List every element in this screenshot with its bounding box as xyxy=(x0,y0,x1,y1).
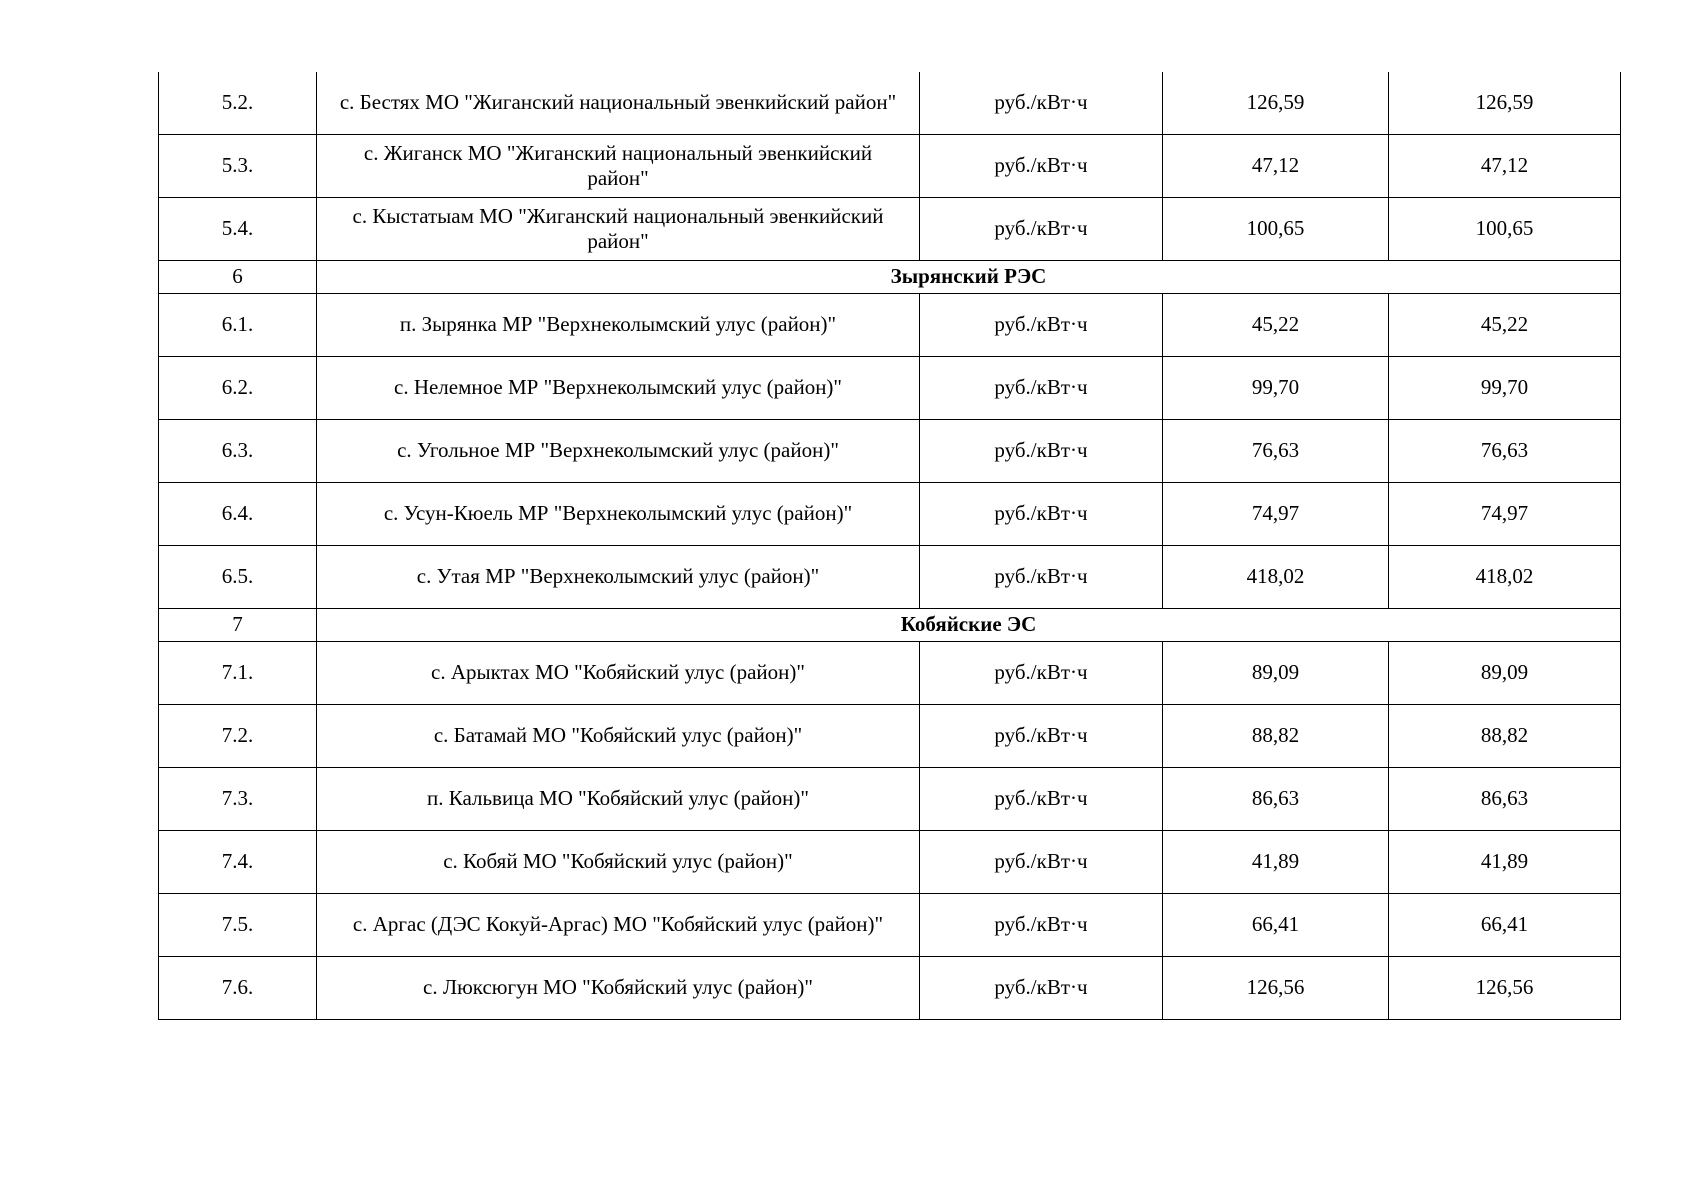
tariff-value-1: 74,97 xyxy=(1163,483,1389,546)
settlement-name: с. Аргас (ДЭС Кокуй-Аргас) МО "Кобяйский улус (район)" xyxy=(317,894,920,957)
tariff-value-2: 99,70 xyxy=(1389,357,1621,420)
settlement-name: с. Кобяй МО "Кобяйский улус (район)" xyxy=(317,831,920,894)
row-number: 7.2. xyxy=(159,705,317,768)
unit-cell: руб./кВт·ч xyxy=(920,420,1163,483)
table-row xyxy=(159,705,1621,768)
row-number: 7.1. xyxy=(159,642,317,705)
tariff-value-1: 100,65 xyxy=(1163,198,1389,261)
unit-cell: руб./кВт·ч xyxy=(920,894,1163,957)
tariff-value-1: 88,82 xyxy=(1163,705,1389,768)
tariff-value-2: 76,63 xyxy=(1389,420,1621,483)
section-title: Зырянский РЭС xyxy=(317,261,1621,294)
settlement-name: с. Усун-Кюель МР "Верхнеколымский улус (район)" xyxy=(317,483,920,546)
tariff-value-1: 126,59 xyxy=(1163,72,1389,135)
unit-cell: руб./кВт·ч xyxy=(920,483,1163,546)
table-row xyxy=(159,831,1621,894)
tariff-value-2: 41,89 xyxy=(1389,831,1621,894)
tariff-value-2: 88,82 xyxy=(1389,705,1621,768)
row-number: 7.4. xyxy=(159,831,317,894)
settlement-name: с. Кыстатыам МО "Жиганский национальный эвенкийский район" xyxy=(317,198,920,261)
section-row xyxy=(159,609,1621,642)
unit-cell: руб./кВт·ч xyxy=(920,294,1163,357)
row-number: 7.3. xyxy=(159,768,317,831)
tariff-value-1: 89,09 xyxy=(1163,642,1389,705)
tariff-value-1: 66,41 xyxy=(1163,894,1389,957)
tariff-value-1: 86,63 xyxy=(1163,768,1389,831)
table-row xyxy=(159,357,1621,420)
row-number: 6.4. xyxy=(159,483,317,546)
table-row xyxy=(159,546,1621,609)
row-number: 5.2. xyxy=(159,72,317,135)
tariff-value-2: 47,12 xyxy=(1389,135,1621,198)
tariff-value-2: 418,02 xyxy=(1389,546,1621,609)
section-title: Кобяйские ЭС xyxy=(317,609,1621,642)
tariff-value-1: 45,22 xyxy=(1163,294,1389,357)
table-row xyxy=(159,420,1621,483)
row-number: 5.3. xyxy=(159,135,317,198)
unit-cell: руб./кВт·ч xyxy=(920,642,1163,705)
unit-cell: руб./кВт·ч xyxy=(920,357,1163,420)
section-row xyxy=(159,261,1621,294)
settlement-name: с. Нелемное МР "Верхнеколымский улус (район)" xyxy=(317,357,920,420)
row-number: 7.6. xyxy=(159,957,317,1020)
tariff-value-2: 89,09 xyxy=(1389,642,1621,705)
tariff-table xyxy=(158,72,1621,1020)
tariff-value-2: 126,59 xyxy=(1389,72,1621,135)
settlement-name: с. Люксюгун МО "Кобяйский улус (район)" xyxy=(317,957,920,1020)
tariff-table-body xyxy=(159,72,1621,1020)
tariff-value-2: 66,41 xyxy=(1389,894,1621,957)
unit-cell: руб./кВт·ч xyxy=(920,831,1163,894)
settlement-name: с. Утая МР "Верхнеколымский улус (район)" xyxy=(317,546,920,609)
row-number: 6.5. xyxy=(159,546,317,609)
tariff-value-1: 418,02 xyxy=(1163,546,1389,609)
table-row xyxy=(159,294,1621,357)
table-row xyxy=(159,72,1621,135)
section-number: 6 xyxy=(159,261,317,294)
row-number: 6.3. xyxy=(159,420,317,483)
settlement-name: с. Арыктах МО "Кобяйский улус (район)" xyxy=(317,642,920,705)
tariff-value-2: 74,97 xyxy=(1389,483,1621,546)
settlement-name: п. Кальвица МО "Кобяйский улус (район)" xyxy=(317,768,920,831)
settlement-name: с. Батамай МО "Кобяйский улус (район)" xyxy=(317,705,920,768)
row-number: 7.5. xyxy=(159,894,317,957)
section-number: 7 xyxy=(159,609,317,642)
row-number: 5.4. xyxy=(159,198,317,261)
tariff-value-2: 126,56 xyxy=(1389,957,1621,1020)
tariff-value-1: 47,12 xyxy=(1163,135,1389,198)
tariff-value-2: 45,22 xyxy=(1389,294,1621,357)
tariff-value-1: 76,63 xyxy=(1163,420,1389,483)
settlement-name: п. Зырянка МР "Верхнеколымский улус (район)" xyxy=(317,294,920,357)
tariff-value-1: 126,56 xyxy=(1163,957,1389,1020)
table-row xyxy=(159,198,1621,261)
unit-cell: руб./кВт·ч xyxy=(920,72,1163,135)
tariff-value-2: 86,63 xyxy=(1389,768,1621,831)
row-number: 6.1. xyxy=(159,294,317,357)
table-row xyxy=(159,135,1621,198)
settlement-name: с. Жиганск МО "Жиганский национальный эвенкийский район" xyxy=(317,135,920,198)
unit-cell: руб./кВт·ч xyxy=(920,705,1163,768)
unit-cell: руб./кВт·ч xyxy=(920,546,1163,609)
unit-cell: руб./кВт·ч xyxy=(920,768,1163,831)
unit-cell: руб./кВт·ч xyxy=(920,957,1163,1020)
tariff-value-1: 99,70 xyxy=(1163,357,1389,420)
settlement-name: с. Бестях МО "Жиганский национальный эвенкийский район" xyxy=(317,72,920,135)
table-row xyxy=(159,642,1621,705)
table-row xyxy=(159,768,1621,831)
settlement-name: с. Угольное МР "Верхнеколымский улус (район)" xyxy=(317,420,920,483)
tariff-value-2: 100,65 xyxy=(1389,198,1621,261)
table-row xyxy=(159,483,1621,546)
unit-cell: руб./кВт·ч xyxy=(920,198,1163,261)
row-number: 6.2. xyxy=(159,357,317,420)
table-row xyxy=(159,894,1621,957)
table-row xyxy=(159,957,1621,1020)
tariff-value-1: 41,89 xyxy=(1163,831,1389,894)
unit-cell: руб./кВт·ч xyxy=(920,135,1163,198)
